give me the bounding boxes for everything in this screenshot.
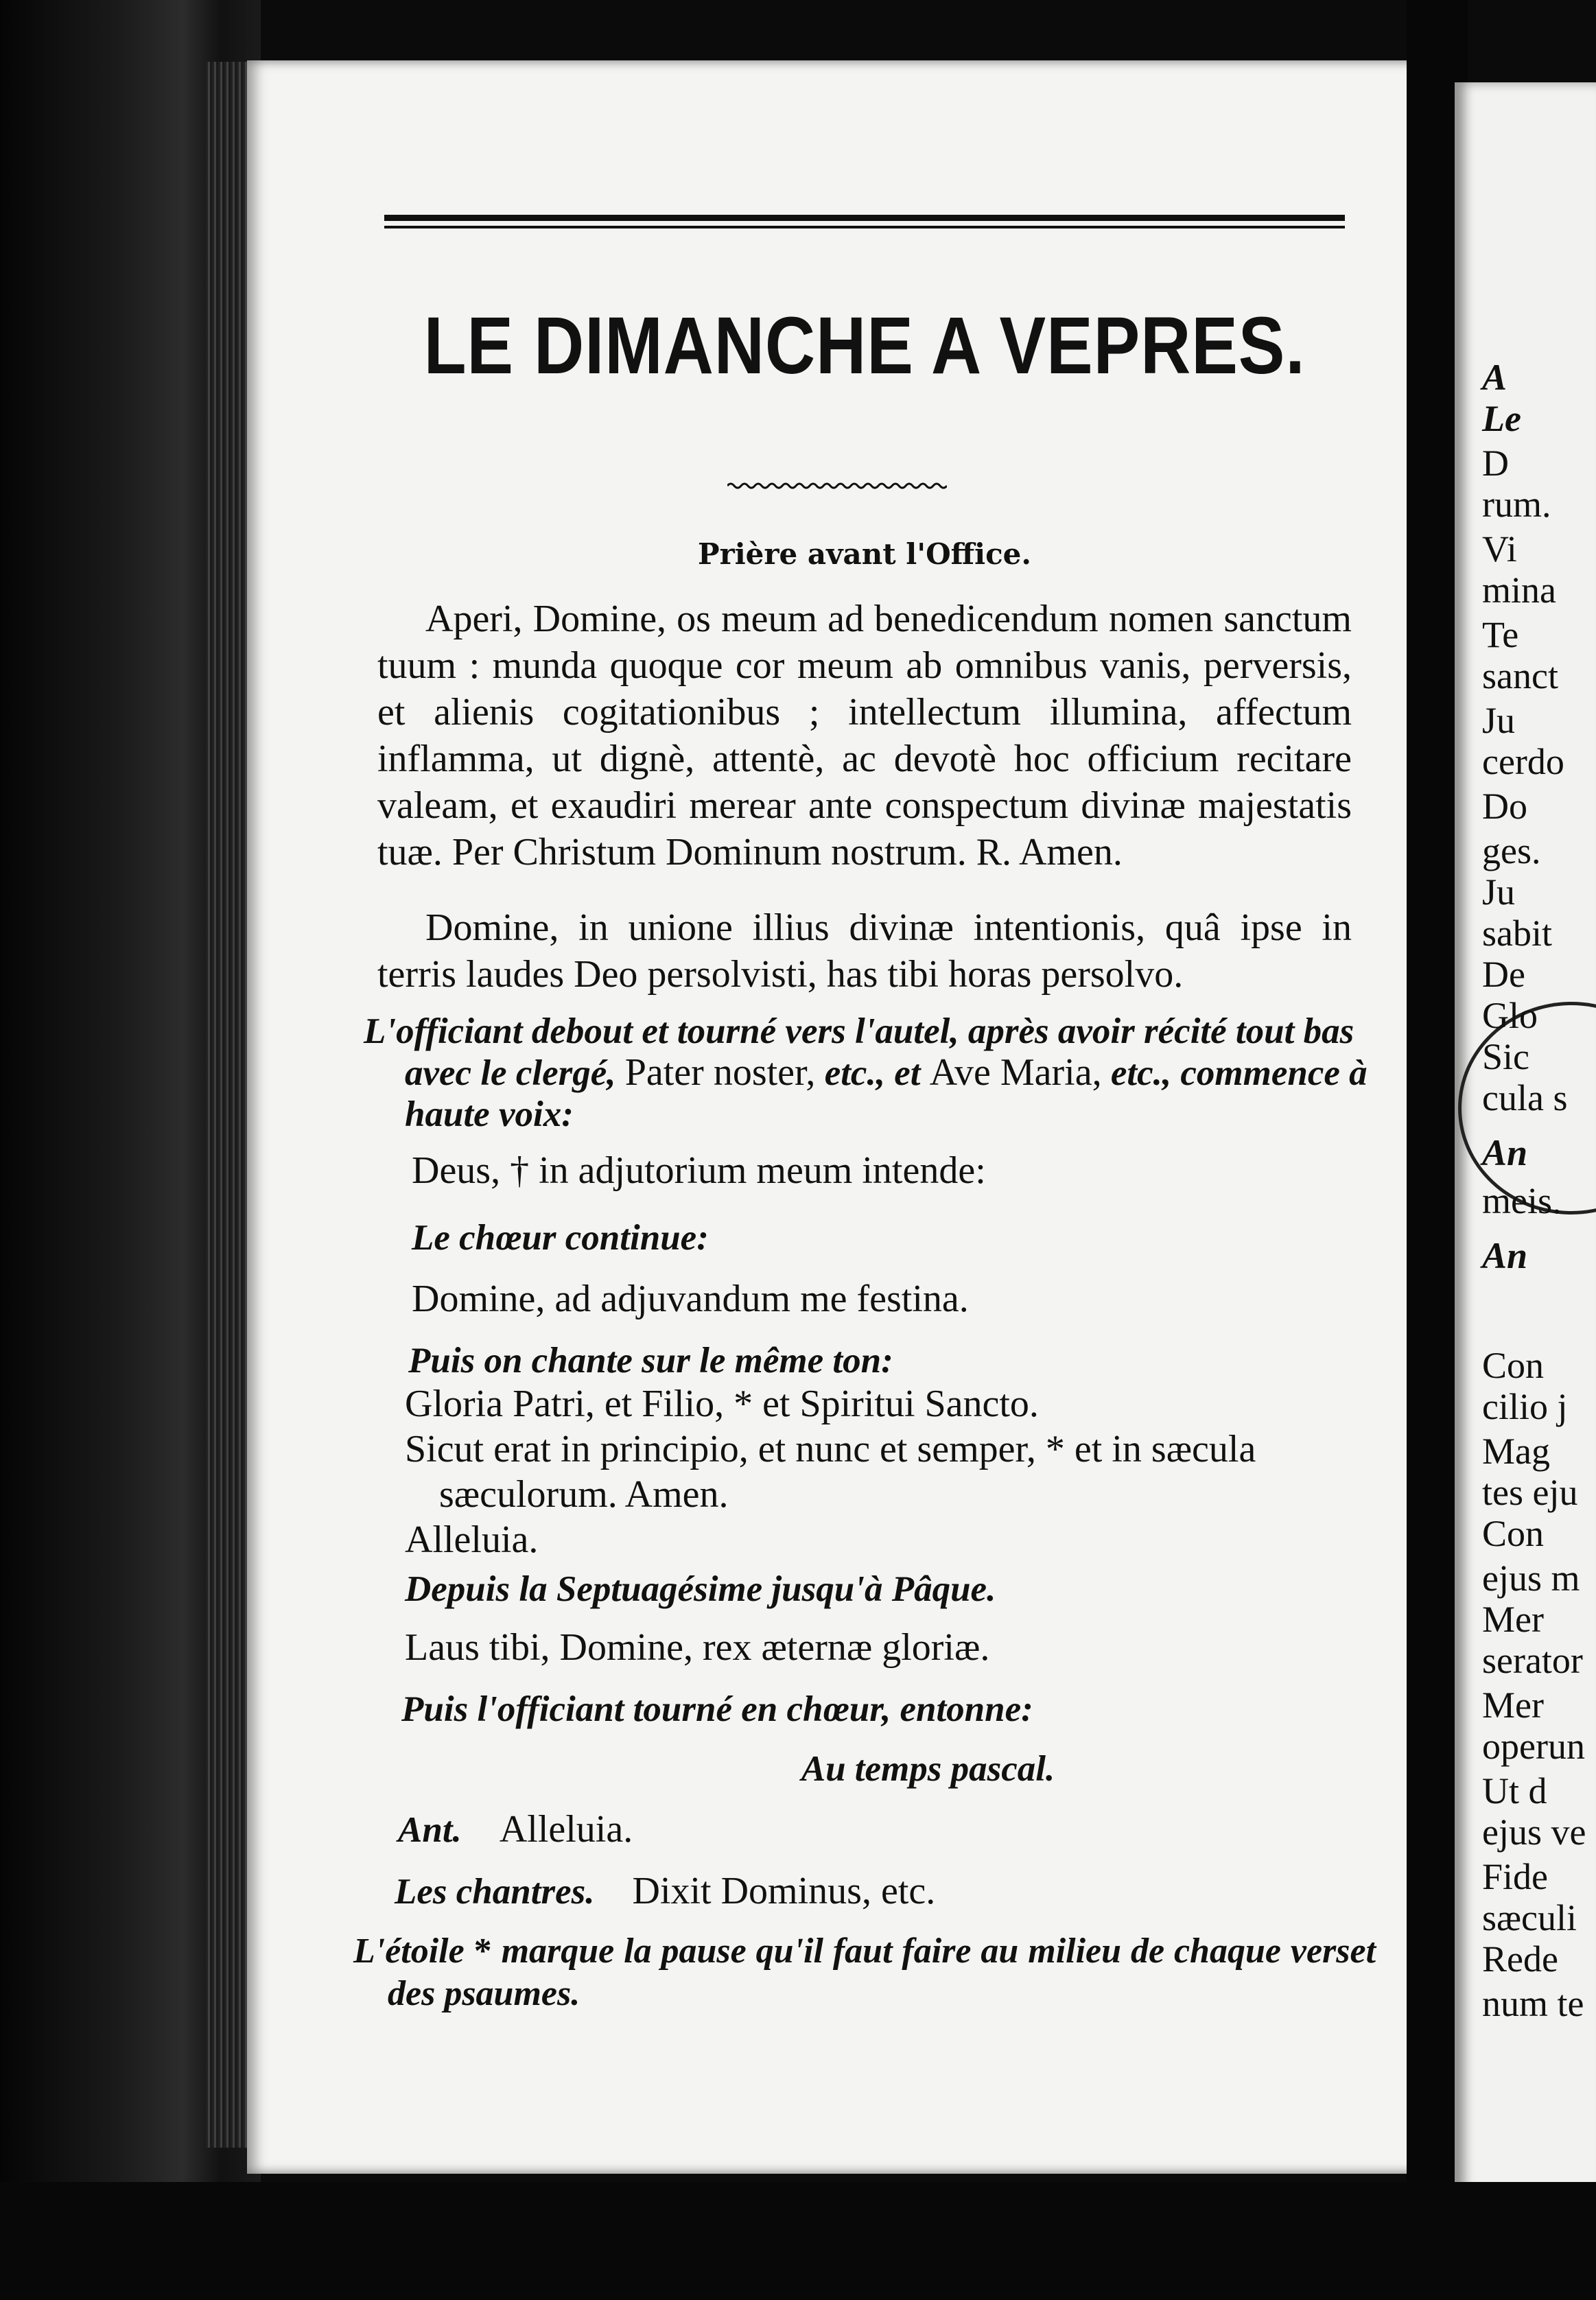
footnote-text: L'étoile: [353, 1932, 465, 1971]
adjacent-page-line: Do: [1482, 786, 1527, 827]
star-footnote: [353, 1930, 1376, 2015]
header-rule: [384, 215, 1345, 228]
rubric-text: L'officiant debout et tourné vers l'autel, après avoir récité tout bas avec le clergé,: [364, 1011, 1354, 1093]
adjacent-page-line: meis.: [1482, 1180, 1562, 1221]
adjacent-page-line: Ju: [1482, 871, 1516, 913]
adjacent-page-line: An: [1482, 1235, 1528, 1276]
officiant-rubric: [364, 1011, 1393, 1135]
adjacent-page-line: An: [1482, 1132, 1528, 1173]
adjacent-page-line: A: [1482, 357, 1507, 398]
adjacent-page-line: Con: [1482, 1513, 1545, 1554]
choeur-rubric: Le chœur continue:: [412, 1218, 709, 1258]
adjacent-page-line: num te: [1482, 1983, 1584, 2024]
adjacent-page-line: Te: [1482, 614, 1519, 655]
adjacent-page-line: ges.: [1482, 830, 1541, 871]
adjacent-page-line: Ju: [1482, 700, 1516, 741]
alleluia-line: Alleluia.: [405, 1518, 539, 1561]
rubric-text: etc., commence à haute voix:: [405, 1053, 1368, 1134]
adjacent-page-line: Con: [1482, 1345, 1545, 1386]
chantres-value: Dixit Dominus, etc.: [632, 1870, 936, 1912]
star-symbol: *: [473, 1932, 492, 1971]
book-gutter: [206, 62, 247, 2148]
antiphon-line: [398, 1807, 633, 1853]
rubric-text: etc., et: [824, 1053, 921, 1093]
pater-noster-text: Pater noster,: [624, 1051, 816, 1094]
gloria-line-1: Gloria Patri, et Filio, * et Spiritui Sancto.: [405, 1383, 1039, 1425]
adjacent-page-line: ejus ve: [1482, 1811, 1586, 1853]
footnote-text: marque la pause qu'il faut faire au milieu de chaque verset des psaumes.: [388, 1932, 1376, 2013]
puis-rubric: Puis on chante sur le même ton:: [408, 1341, 893, 1381]
adjacent-page-line: serator: [1482, 1640, 1583, 1681]
adjacent-page-line: mina: [1482, 570, 1556, 611]
adjacent-page-line: D: [1482, 443, 1509, 484]
adjacent-page-line: Mer: [1482, 1685, 1544, 1726]
adjacent-page-line: operun: [1482, 1726, 1585, 1767]
adjacent-page: [1455, 82, 1596, 2223]
adjacent-page-line: cilio j: [1482, 1386, 1568, 1427]
ave-maria-text: Ave Maria,: [929, 1051, 1102, 1094]
book-page: [247, 60, 1444, 2174]
gloria-patri: [405, 1381, 1345, 1562]
chantres-line: [395, 1868, 935, 1914]
chantres-label: Les chantres.: [395, 1872, 595, 1912]
adjacent-page-line: Mag: [1482, 1431, 1550, 1472]
scan-bottom-edge: [0, 2182, 1596, 2300]
adjacent-page-line: sæculi: [1482, 1897, 1577, 1938]
adjacent-page-line: Glo: [1482, 995, 1538, 1036]
ornament-divider: [727, 480, 947, 491]
adjacent-page-line: cula s: [1482, 1077, 1568, 1118]
adjacent-page-line: De: [1482, 954, 1525, 995]
septuagesime-rubric: Depuis la Septuagésime jusqu'à Pâque.: [405, 1569, 996, 1609]
prayer-paragraph-2: Domine, in unione illius divinæ intentionis, quâ ipse in terris laudes Deo persolvisti, has tibi horas persolvo.: [377, 906, 1352, 996]
adjacent-page-line: Fide: [1482, 1856, 1549, 1897]
adjacent-page-line: sanct: [1482, 655, 1558, 696]
adjacent-page-line: rum.: [1482, 484, 1551, 525]
adjacent-page-line: Ut d: [1482, 1770, 1547, 1811]
page-title: LE DIMANCHE A VEPRES.: [423, 301, 1306, 391]
adjacent-page-line: Sic: [1482, 1036, 1530, 1077]
deus-versicle: Deus, † in adjutorium meum intende:: [412, 1149, 986, 1192]
prayer-paragraph-1: Aperi, Domine, os meum ad benedicendum nomen sanctum tuum : munda quoque cor meum ab omnibus vanis, perversis, et alienis cogitationibus ; intellectum illumina, affectum inflamma, ut dignè, attentè, ac devotè hoc officium recitare valeam, et exaudiri merear ante conspectum divinæ majestatis tuæ. Per Christum Dominum nostrum. R. Amen.: [377, 598, 1352, 873]
officiant-entonne-rubric: Puis l'officiant tourné en chœur, entonne:: [401, 1689, 1033, 1729]
ant-label: Ant.: [398, 1810, 462, 1850]
gloria-line-2: Sicut erat in principio, et nunc et semper, * et in sæcula sæculorum. Amen.: [405, 1428, 1256, 1516]
prayer-heading: Prière avant l'Office.: [698, 537, 1031, 571]
adjacent-page-line: sabit: [1482, 913, 1552, 954]
adjacent-page-line: cerdo: [1482, 741, 1564, 782]
ant-value: Alleluia.: [499, 1808, 633, 1851]
adjacent-page-line: Mer: [1482, 1599, 1544, 1640]
adjacent-page-line: Vi: [1482, 528, 1517, 570]
adjacent-page-line: ejus m: [1482, 1558, 1580, 1599]
adjacent-page-line: tes eju: [1482, 1472, 1578, 1513]
adjacent-page-line: Rede: [1482, 1938, 1558, 1980]
adjacent-page-line: Le: [1482, 398, 1521, 439]
temps-pascal-heading: Au temps pascal.: [801, 1749, 1055, 1789]
domine-response: Domine, ad adjuvandum me festina.: [412, 1278, 969, 1320]
laus-tibi-line: Laus tibi, Domine, rex æternæ gloriæ.: [405, 1626, 990, 1669]
